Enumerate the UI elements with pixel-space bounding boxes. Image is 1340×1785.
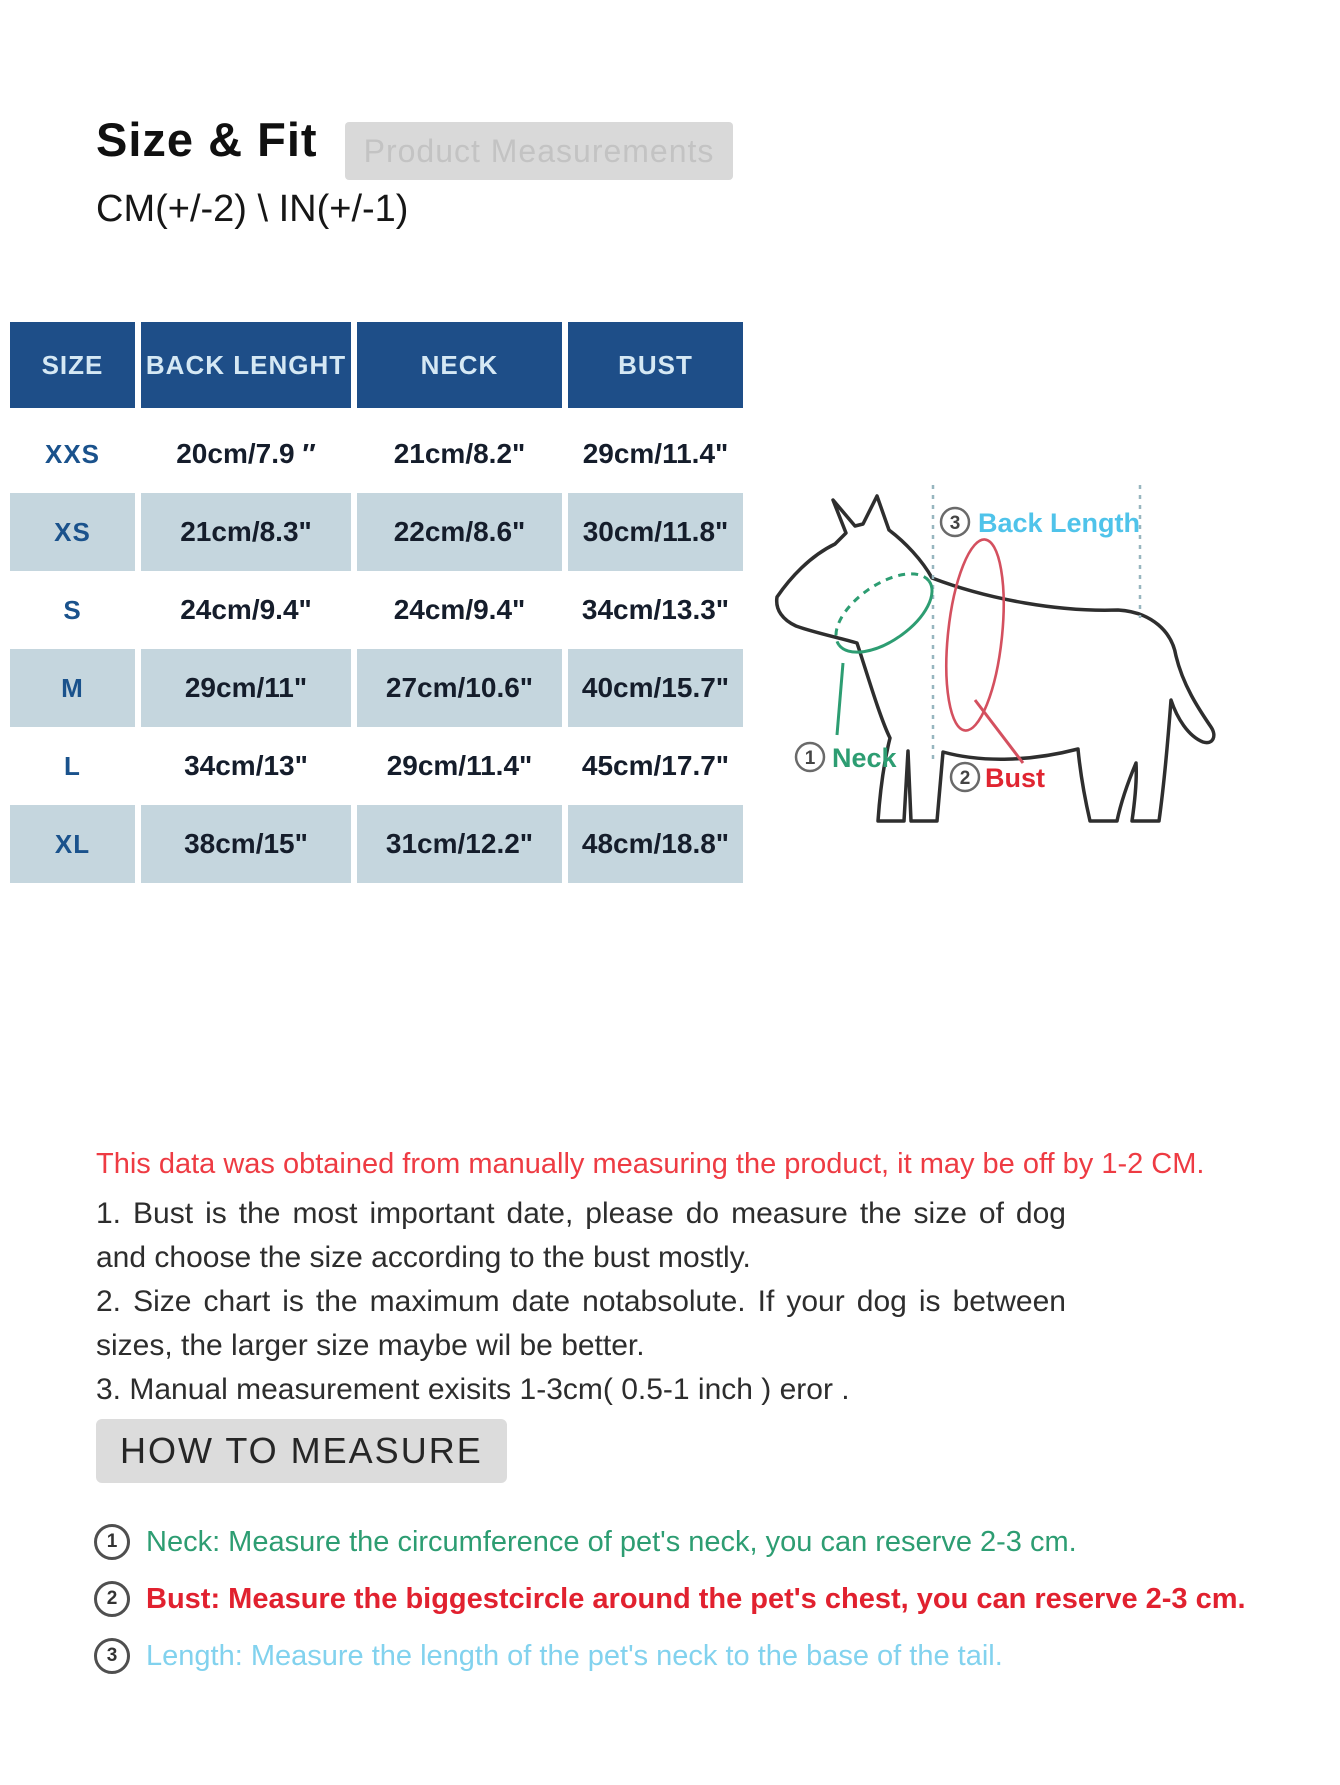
note-item-1: 1. Bust is the most important date, please do measure the size of dog and choose the size according to the bust mostly. [96, 1197, 1066, 1274]
measurement-disclaimer: This data was obtained from manually measuring the product, it may be off by 1-2 CM. [96, 1148, 1205, 1180]
table-row [10, 649, 743, 727]
size-notes [96, 1192, 1066, 1412]
bust-value: 40cm/15.7" [568, 649, 743, 727]
size-label: XS [10, 493, 135, 571]
tolerance-note: CM(+/-2) \ IN(+/-1) [96, 188, 409, 230]
neck-value: 29cm/11.4" [386, 750, 533, 781]
note-item-2: 2. Size chart is the maximum date notabsolute. If your dog is between sizes, the larger size maybe wil be better. [96, 1285, 1066, 1362]
product-measurements-badge: Product Measurements [345, 122, 733, 180]
circled-number-3-text: 3 [949, 513, 961, 534]
measure-step-length [94, 1638, 1246, 1674]
neck-value: 21cm/8.2" [393, 438, 526, 469]
size-label: XL [10, 805, 135, 883]
back-length-label: Back Length [978, 508, 1141, 538]
table-row [10, 415, 743, 493]
circled-number-3: 3 [94, 1638, 130, 1674]
neck-label: Neck [832, 743, 897, 773]
back-length-value: 20cm/7.9 ″ [176, 438, 316, 469]
column-header-bust: BUST [568, 322, 743, 408]
how-to-measure-heading: HOW TO MEASURE [96, 1419, 507, 1483]
back-length-value: 34cm/13" [184, 750, 308, 781]
table-row [10, 571, 743, 649]
column-header-size: SIZE [10, 322, 135, 408]
size-table [10, 322, 743, 883]
note-item-3: 3. Manual measurement exisits 1-3cm( 0.5-1 inch ) eror . [96, 1373, 850, 1406]
bust-value: 48cm/18.8" [568, 805, 743, 883]
bust-value: 29cm/11.4" [582, 438, 729, 469]
neck-value: 24cm/9.4" [393, 594, 526, 625]
measure-step-text: Neck: Measure the circumference of pet's neck, you can reserve 2-3 cm. [146, 1525, 1077, 1558]
table-row [10, 493, 743, 571]
measure-step-bust [94, 1581, 1246, 1617]
circled-number-2-text: 2 [959, 768, 971, 789]
neck-value: 22cm/8.6" [357, 493, 562, 571]
circled-number-1: 1 [94, 1524, 130, 1560]
back-length-value: 21cm/8.3" [141, 493, 351, 571]
neck-leader-line [837, 663, 843, 735]
page-title: Size & Fit [96, 113, 318, 166]
neck-value: 31cm/12.2" [357, 805, 562, 883]
table-row [10, 805, 743, 883]
bust-label: Bust [985, 763, 1045, 793]
measure-step-text: Bust: Measure the biggestcircle around the pet's chest, you can reserve 2-3 cm. [146, 1582, 1246, 1615]
back-length-value: 29cm/11" [141, 649, 351, 727]
back-length-value: 24cm/9.4" [180, 594, 312, 625]
size-label: M [10, 649, 135, 727]
dog-measurement-diagram [680, 430, 1230, 840]
column-header-back-length: BACK LENGHT [141, 322, 351, 408]
size-label: S [63, 594, 82, 625]
circled-number-2: 2 [94, 1581, 130, 1617]
column-header-neck: NECK [357, 322, 562, 408]
table-header-row [10, 322, 743, 408]
bust-value: 34cm/13.3" [581, 594, 730, 625]
circled-number-1-text: 1 [804, 748, 816, 769]
table-row [10, 727, 743, 805]
back-length-value: 38cm/15" [141, 805, 351, 883]
how-to-measure-steps [94, 1524, 1246, 1695]
bust-value: 30cm/11.8" [568, 493, 743, 571]
size-label: XXS [44, 438, 101, 469]
bust-value: 45cm/17.7" [581, 750, 730, 781]
measure-step-neck [94, 1524, 1246, 1560]
neck-value: 27cm/10.6" [357, 649, 562, 727]
size-label: L [64, 750, 81, 781]
measure-step-text: Length: Measure the length of the pet's neck to the base of the tail. [146, 1639, 1003, 1672]
